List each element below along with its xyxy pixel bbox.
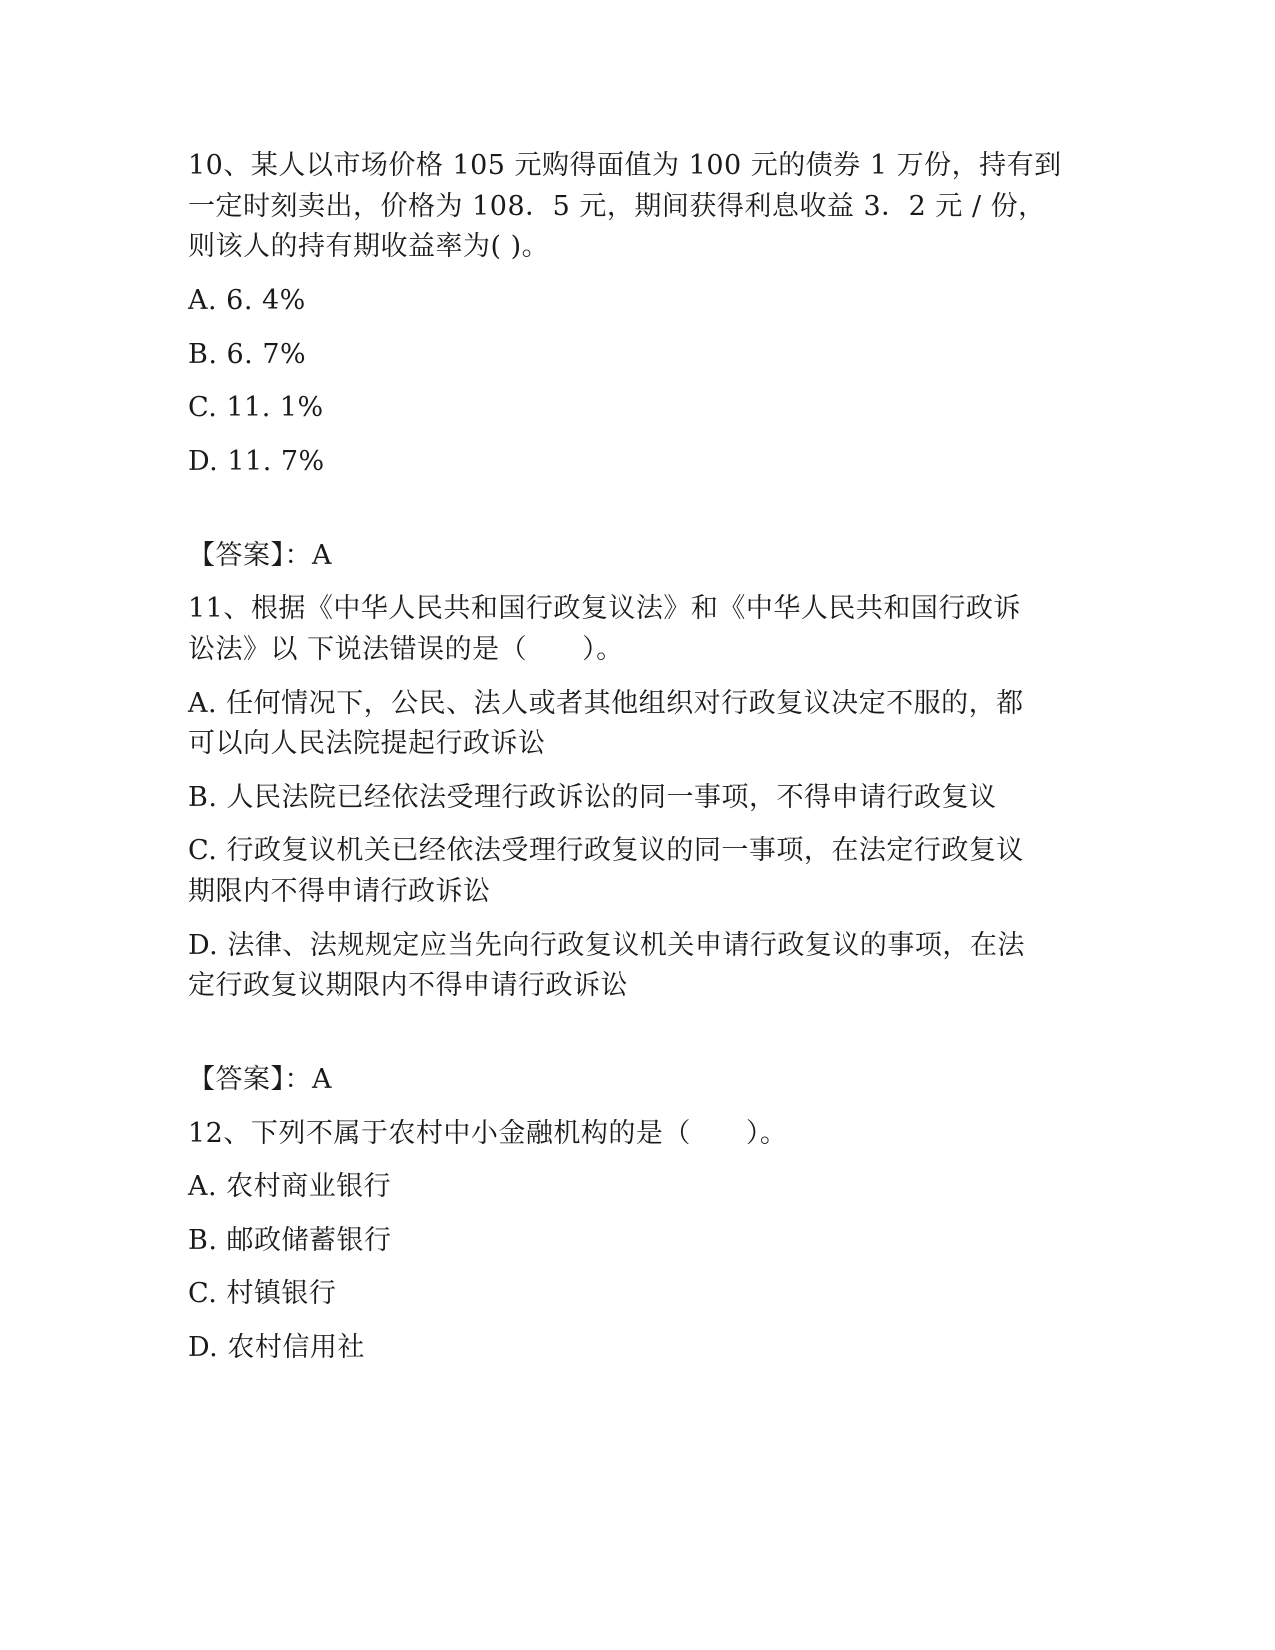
q12-option-a: A. 农村商业银行 bbox=[188, 1171, 392, 1202]
q11-option-a-line-1: A. 任何情况下，公民、法人或者其他组织对行政复议决定不服的，都 bbox=[188, 688, 1024, 719]
q11-option-d-line-2: 定行政复议期限内不得申请行政诉讼 bbox=[188, 970, 628, 1001]
q12-stem-line-1: 12、下列不属于农村中小金融机构的是（ ）。 bbox=[188, 1118, 788, 1149]
q10-stem-line-1: 10、某人以市场价格 105 元购得面值为 100 元的债券 1 万份，持有到 bbox=[188, 150, 1062, 181]
q10-answer: 【答案】：A bbox=[188, 540, 332, 571]
q11-option-c-line-1: C. 行政复议机关已经依法受理行政复议的同一事项，在法定行政复议 bbox=[188, 835, 1024, 866]
q11-answer: 【答案】：A bbox=[188, 1064, 332, 1095]
q10-stem-line-3: 则该人的持有期收益率为( )。 bbox=[188, 231, 550, 262]
q10-option-c: C. 11. 1% bbox=[188, 392, 324, 423]
q10-option-b: B. 6. 7% bbox=[188, 339, 307, 370]
q11-option-b: B. 人民法院已经依法受理行政诉讼的同一事项，不得申请行政复议 bbox=[188, 782, 997, 813]
q11-option-a-line-2: 可以向人民法院提起行政诉讼 bbox=[188, 728, 546, 759]
q11-option-c-line-2: 期限内不得申请行政诉讼 bbox=[188, 876, 491, 907]
q10-option-a: A. 6. 4% bbox=[188, 285, 306, 316]
q12-option-c: C. 村镇银行 bbox=[188, 1278, 337, 1309]
q11-stem-line-2: 讼法》以 下说法错误的是（ ）。 bbox=[188, 634, 624, 665]
q12-option-b: B. 邮政储蓄银行 bbox=[188, 1225, 392, 1256]
q12-option-d: D. 农村信用社 bbox=[188, 1332, 365, 1363]
q10-stem-line-2: 一定时刻卖出，价格为 108．5 元，期间获得利息收益 3．2 元 / 份， bbox=[188, 191, 1046, 222]
q11-option-d-line-1: D. 法律、法规规定应当先向行政复议机关申请行政复议的事项，在法 bbox=[188, 930, 1025, 961]
q11-stem-line-1: 11、根据《中华人民共和国行政复议法》和《中华人民共和国行政诉 bbox=[188, 593, 1021, 624]
q10-option-d: D. 11. 7% bbox=[188, 446, 325, 477]
